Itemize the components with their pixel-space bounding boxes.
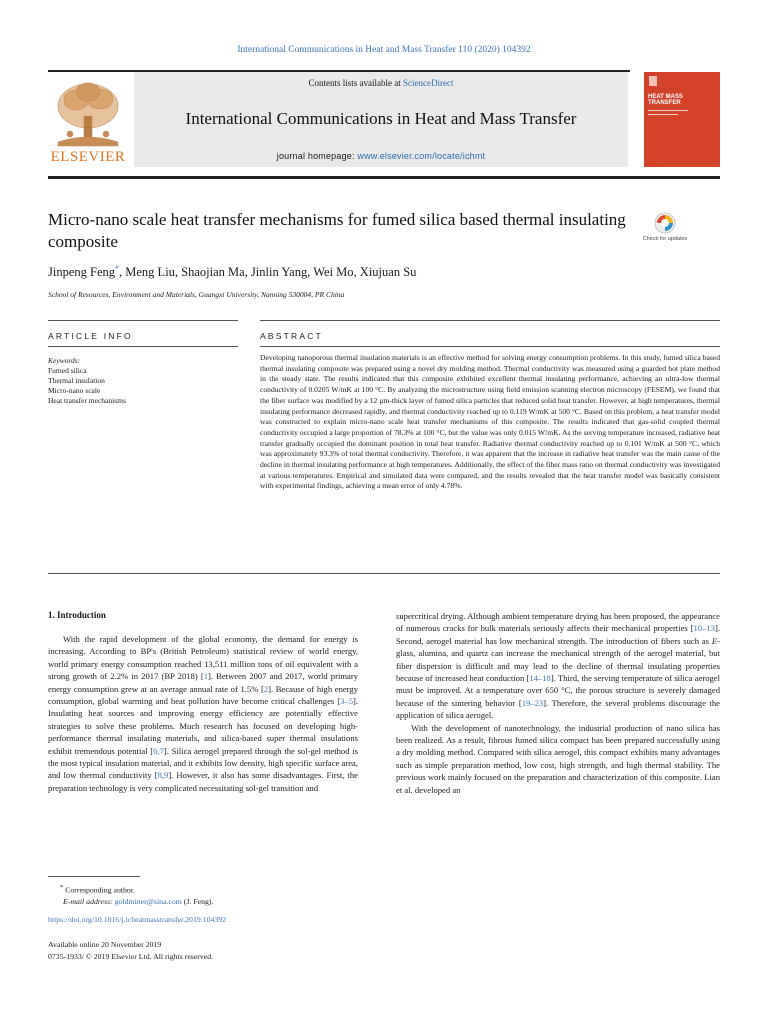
elsevier-tree-icon <box>48 72 128 167</box>
citation-link[interactable]: 6,7 <box>153 745 164 756</box>
available-online: Available online 20 November 2019 <box>48 940 162 949</box>
doi-link[interactable]: https://doi.org/10.1016/j.icheatmasstransfer.2019.104392 <box>48 915 227 924</box>
homepage-prefix: journal homepage: <box>276 151 358 161</box>
email-label: E-mail address: <box>63 896 115 906</box>
cover-line <box>648 114 678 115</box>
email-suffix: (J. Feng). <box>181 896 214 906</box>
paper-title: Micro-nano scale heat transfer mechanisms for fumed silica based thermal insulating composite <box>48 210 626 251</box>
article-info-rule <box>48 320 238 321</box>
journal-header-band <box>134 72 628 167</box>
text-run: -glass, alumina, and quartz can increase the mechanical strength of the aerogel material, but fiber dispersion is difficult and may lead to the decline of thermal insulating properties because of increased heat conduction [ <box>396 635 720 684</box>
journal-citation[interactable]: International Communications in Heat and Mass Transfer 110 (2020) 104392 <box>237 45 531 55</box>
publisher-name: ELSEVIER <box>50 149 126 165</box>
copyright: 0735-1933/ © 2019 Elsevier Ltd. All rights reserved. <box>48 952 214 961</box>
abstract-rule <box>260 346 720 347</box>
text-run: E <box>711 635 718 646</box>
text-run: ]. Second, aerogel material has low mechanical strength. The introduction of fibers such as <box>396 623 720 646</box>
text-run: supercritical drying. Although ambient temperature drying has been proposed, the appearance of numerous cracks for bulk materials seriously affects their mechanical properties [ <box>396 611 720 634</box>
body-column-left <box>48 633 358 794</box>
check-updates-label: Check for updates <box>642 236 688 242</box>
email-line <box>48 896 448 907</box>
header-bottom-rule <box>48 176 720 179</box>
text-run: ]. Therefore, the several problems discourage the application of silica aerogel. <box>396 697 720 721</box>
keywords-label: Keywords: <box>48 356 81 365</box>
author-list <box>48 264 416 280</box>
section-heading-introduction: 1. Introduction <box>48 610 106 620</box>
abstract-end-rule <box>48 573 720 574</box>
citation-link[interactable]: 14–18 <box>529 673 551 684</box>
text-run: With the rapid development of the global economy, the demand for energy is increasing. According to BP's (British Petroleum) statistical review of world energy, world primary energy consumption reached 13,511 million tons of oil equivalent with a strong growth of 2.2% in 2017 (BP 2018) [ <box>48 634 358 682</box>
article-info-rule <box>48 346 238 347</box>
body-column-right <box>396 610 720 796</box>
affiliation: School of Resources, Environment and Materials, Guangxi University, Nanning 530004, PR China <box>48 290 345 299</box>
check-updates-icon <box>640 212 690 236</box>
author-first[interactable]: Jinpeng Feng <box>48 265 116 280</box>
abstract-heading: ABSTRACT <box>260 331 323 341</box>
footnote-marker: * <box>60 884 64 891</box>
footnote <box>48 882 448 907</box>
citation-link[interactable]: 2 <box>263 683 269 694</box>
homepage-line <box>134 151 628 161</box>
cover-logo-mark <box>649 76 657 86</box>
keyword-item: Heat transfer mechanisms <box>48 396 126 405</box>
citation-link[interactable]: 19–23 <box>521 697 544 708</box>
citation-link[interactable]: 3–5 <box>340 696 353 707</box>
contents-line <box>134 78 628 88</box>
text-run: ]. Third, the serving temperature of silica aerogel must be improved. At a temperature over 650 °C, the porous structure is severely damaged because of the sintering behavior [ <box>396 673 720 708</box>
keyword-item: Micro-nano scale <box>48 386 101 395</box>
citation-link[interactable]: 1 <box>203 671 208 682</box>
cover-line <box>648 110 688 111</box>
journal-title: International Communications in Heat and Mass Transfer <box>185 109 577 128</box>
text-run: ]. Because of high energy consumption, global warming and heat pollution have become critical challenges [ <box>48 683 358 707</box>
paragraph <box>48 633 358 794</box>
journal-cover-thumbnail[interactable] <box>644 72 720 167</box>
footnote-rule <box>48 876 140 877</box>
article-info-heading: ARTICLE INFO <box>48 331 133 341</box>
author-rest: , Meng Liu, Shaojian Ma, Jinlin Yang, Wei Mo, Xiujuan Su <box>119 265 417 280</box>
text-run: ]. However, it also has some disadvantages. First, the preparation technology is very complicated necessitating sol-gel transition and <box>48 770 358 793</box>
elsevier-logo[interactable] <box>48 72 128 167</box>
email-link[interactable]: goldminer@sina.com <box>114 896 182 906</box>
cover-title: HEAT MASS TRANSFER <box>648 94 683 106</box>
sciencedirect-link[interactable]: ScienceDirect <box>403 78 454 88</box>
corresponding-marker[interactable]: * <box>115 264 120 273</box>
paragraph: With the development of nanotechnology, the industrial production of nano silica has been realized. As a result, fibrous fumed silica compact has been prepared successfully using a dry molding method. Compared with silica aerogel, this compact exhibits many advantages such as simple preparation method, low cost, high strength, and high thermal stability. The previous work mainly focused on the preparation and characterization of this composite. Lian et al. developed an <box>396 722 720 795</box>
text-run: ]. Insulating heat sources and improving energy efficiency are potentially effective strategies to solve these problems. Much research has focused on developing high-performance thermal insulating materials, and silica-based super thermal insulations exhibit tremendous potential [ <box>48 696 358 756</box>
homepage-link[interactable]: www.elsevier.com/locate/ichmt <box>357 151 486 161</box>
keywords-block <box>48 356 238 406</box>
text-run: ]. Between 2007 and 2017, world primary energy consumption grew at an average annual rate of 1.5% [ <box>48 671 358 694</box>
keyword-item: Fumed silica <box>48 366 87 375</box>
citation-link[interactable]: 8,9 <box>157 770 169 781</box>
citation-link[interactable]: 10–13 <box>693 623 715 634</box>
corresponding-author-note <box>48 882 448 896</box>
corresponding-label: Corresponding author. <box>65 885 135 895</box>
check-for-updates-button[interactable] <box>640 212 690 262</box>
text-run: ]. Silica aerogel prepared through the sol-gel method is the most typical insulation material, and it exhibits low density, high specific surface area, and low thermal conductivity [ <box>48 745 358 781</box>
abstract-rule <box>260 320 720 321</box>
paragraph <box>396 610 720 722</box>
abstract-text: Developing nanoporous thermal insulation materials is an effective method for solving energy consumption problems. In this study, fumed silica based thermal insulating composite was prepared using a novel dry molding method. Thermal conductivity was measured using a guarded hot plate method in the steady state. The results indicated that this composite exhibited excellent thermal insulating performance, achieving an ultra-low thermal conductivity of 0.0205 W/mK at 100 °C. By analyzing the microstructure using field emission scanning electron microscopy (FESEM), we found that the fiber surface was modified by a 12 μm-thick layer of fumed silica particles that reduced solid heat transfer. However, at high temperatures, thermal insulating performance decreased rapidly, and thermal conductivity reached up to 0.119 W/mK at 500 °C. Based on this problem, a heat transfer model was constructed to explain micro-nano scale heat transfer mechanisms of this composite. The results indicated that gas-solid coupled thermal conductivity occupied a large proportion of 78.3% at 100 °C, but the value was only 0.015 W/mK. As the serving temperature increased, radiative heat transfer gradually occupied the dominant position in total heat transfer. Radiative thermal conductivity reached up to 0.101 W/mK at 500 °C, which was approximately 93.3% of total thermal conductivity. Therefore, it was apparent that the increase in radiative heat transfer was the main cause of the decline in thermal insulating performance at high temperatures. Additionally, the effect of the fiber mass ratio on thermal conductivity was investigated at various temperatures. Empirical and simulated data were compared, and the results revealed that the heat transfer model was basically consistent with experimental findings, achieving a mean error of only 4.78%. <box>260 353 720 491</box>
keyword-item: Thermal insulation <box>48 376 105 385</box>
contents-prefix: Contents lists available at <box>308 78 403 88</box>
publication-info <box>48 939 213 963</box>
